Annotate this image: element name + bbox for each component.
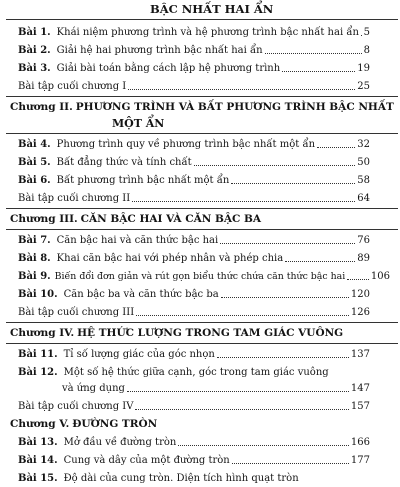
chapter-title-cont: MỘT ẨN [112, 116, 165, 130]
toc-entry[interactable] [0, 433, 400, 451]
page-number: 157 [350, 400, 370, 412]
chapter-title: PHƯƠNG TRÌNH VÀ BẤT PHƯƠNG TRÌNH BẬC NHẤT [75, 101, 394, 113]
divider [6, 322, 398, 323]
lesson-title: Phương trình quy về phương trình bậc nhất một ẩn [56, 138, 316, 150]
page-number: 58 [357, 174, 370, 186]
chapter-title: CĂN BẬC HAI VÀ CĂN BẬC BA [80, 213, 262, 225]
leader-dots [221, 296, 349, 298]
lesson-title: Độ dài của cung tròn. Diện tích hình quạt tròn [63, 472, 299, 484]
lesson-title: Căn bậc hai và căn thức bậc hai [56, 234, 219, 246]
toc-entry[interactable] [0, 345, 400, 363]
page-number: 5 [363, 26, 370, 38]
lesson-number: Bài 7. [18, 234, 51, 246]
chapter-title: ĐƯỜNG TRÒN [72, 418, 158, 430]
chapter-number: Chương III. [10, 213, 78, 225]
chapter-title: HỆ THỨC LƯỢNG TRONG TAM GIÁC VUÔNG [77, 327, 344, 339]
chapter-heading[interactable] [0, 415, 400, 433]
page-number: 126 [350, 306, 370, 318]
lesson-title: Bất đẳng thức và tính chất [56, 156, 192, 168]
toc-entry[interactable] [0, 77, 400, 95]
page-number: 64 [357, 192, 370, 204]
toc-entry-cont[interactable] [0, 379, 400, 397]
leader-dots [220, 242, 355, 244]
lesson-number: Bài 4. [18, 138, 51, 150]
page-number: 137 [350, 348, 370, 360]
page-number: 8 [363, 44, 370, 56]
lesson-number: Bài 13. [18, 436, 58, 448]
leader-dots [127, 390, 349, 392]
chapter-number: Chương IV. [10, 327, 75, 339]
page-number: 19 [357, 62, 370, 74]
toc-entry[interactable] [0, 41, 400, 59]
leader-dots [132, 200, 355, 202]
lesson-title: Tỉ số lượng giác của góc nhọn [63, 348, 215, 360]
divider [6, 229, 398, 230]
toc-entry[interactable] [0, 451, 400, 469]
page-number: 147 [350, 382, 370, 394]
lesson-number: Bài 8. [18, 252, 51, 264]
lesson-title: Bài tập cuối chương II [18, 192, 131, 204]
page-number: 166 [350, 436, 370, 448]
toc-entry[interactable] [0, 267, 400, 285]
leader-dots [232, 462, 349, 464]
leader-dots [136, 314, 349, 316]
lesson-title-cont: và ứng dụng [62, 382, 125, 394]
lesson-title: Bài tập cuối chương I [18, 80, 127, 92]
lesson-title: Căn bậc ba và căn thức bậc ba [63, 288, 219, 300]
leader-dots [194, 164, 356, 166]
chapter-1-heading-cont [0, 0, 400, 18]
divider [6, 343, 398, 344]
page-number: 89 [357, 252, 370, 264]
lesson-title: Bài tập cuối chương III [18, 306, 135, 318]
toc-entry[interactable] [0, 153, 400, 171]
lesson-number: Bài 6. [18, 174, 51, 186]
toc-entry[interactable] [0, 135, 400, 153]
leader-dots [128, 88, 355, 90]
leader-dots [217, 356, 349, 358]
leader-dots [135, 408, 348, 410]
lesson-title: Cung và dây của một đường tròn [63, 454, 230, 466]
toc-entry[interactable] [0, 23, 400, 41]
toc-entry[interactable] [0, 59, 400, 77]
toc-entry[interactable] [0, 303, 400, 321]
lesson-number: Bài 2. [18, 44, 51, 56]
page-number: 177 [350, 454, 370, 466]
lesson-number: Bài 1. [18, 26, 51, 38]
page-number: 120 [350, 288, 370, 300]
chapter-heading-cont [0, 114, 400, 132]
lesson-number: Bài 14. [18, 454, 58, 466]
page-number: 32 [357, 138, 370, 150]
toc-entry[interactable] [0, 189, 400, 207]
lesson-number: Bài 15. [18, 472, 58, 484]
lesson-title: Biến đổi đơn giản và rút gọn biểu thức chứa căn thức bậc hai [54, 270, 346, 282]
leader-dots [361, 34, 362, 36]
toc-entry[interactable] [0, 469, 400, 487]
page-number: 50 [357, 156, 370, 168]
toc-entry[interactable] [0, 249, 400, 267]
lesson-number: Bài 10. [18, 288, 58, 300]
toc-entry[interactable] [0, 171, 400, 189]
divider [6, 133, 398, 134]
lesson-number: Bài 9. [18, 270, 51, 282]
lesson-number: Bài 3. [18, 62, 51, 74]
lesson-title: Giải hệ hai phương trình bậc nhất hai ẩn [56, 44, 263, 56]
lesson-number: Bài 11. [18, 348, 58, 360]
leader-dots [178, 444, 349, 446]
lesson-title: Khai căn bậc hai với phép nhân và phép chia [56, 252, 284, 264]
chapter-title-cont: BẬC NHẤT HAI ẨN [150, 2, 274, 16]
chapter-heading[interactable] [0, 324, 400, 342]
page-number: 25 [357, 80, 370, 92]
chapter-number: Chương V. [10, 418, 70, 430]
lesson-title: Bất phương trình bậc nhất một ẩn [56, 174, 230, 186]
leader-dots [265, 52, 362, 54]
toc-entry[interactable] [0, 231, 400, 249]
divider [6, 19, 398, 20]
page-number: 76 [357, 234, 370, 246]
lesson-title: Khái niệm phương trình và hệ phương trình bậc nhất hai ẩn [56, 26, 359, 38]
lesson-number: Bài 12. [18, 366, 58, 378]
lesson-title: Mở đầu về đường tròn [63, 436, 177, 448]
lesson-number: Bài 5. [18, 156, 51, 168]
leader-dots [282, 70, 355, 72]
lesson-title: Giải bài toán bằng cách lập hệ phương trình [56, 62, 281, 74]
leader-dots [231, 182, 355, 184]
divider [6, 96, 398, 97]
divider [6, 208, 398, 209]
chapter-heading[interactable] [0, 210, 400, 228]
lesson-title: Bài tập cuối chương IV [18, 400, 134, 412]
leader-dots [317, 146, 355, 148]
page-number: 106 [370, 270, 390, 282]
leader-dots [347, 278, 369, 280]
chapter-number: Chương II. [10, 101, 73, 113]
toc-entry[interactable] [0, 285, 400, 303]
lesson-title: Một số hệ thức giữa cạnh, góc trong tam giác vuông [63, 366, 329, 378]
leader-dots [285, 260, 355, 262]
